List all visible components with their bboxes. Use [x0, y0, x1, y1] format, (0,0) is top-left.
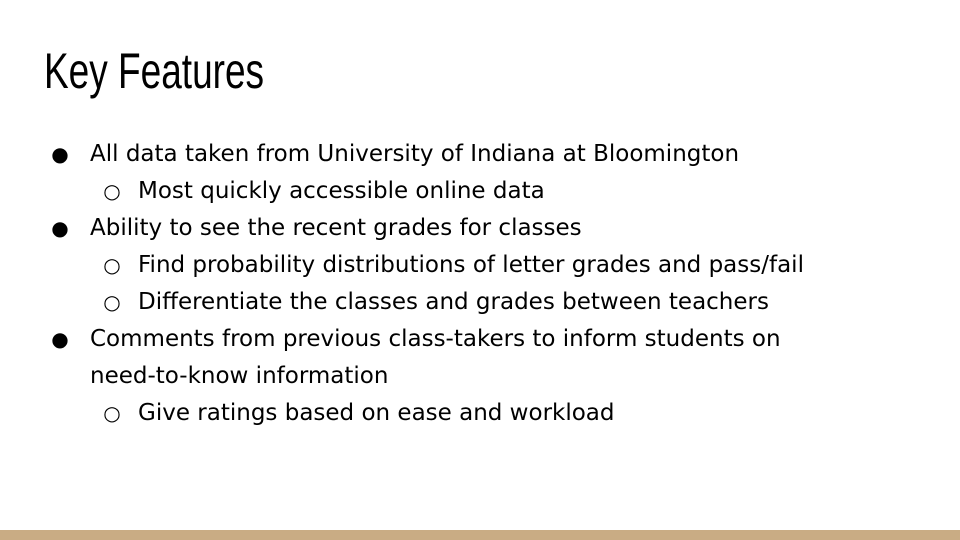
bullet-text: Comments from previous class-takers to inform students on need-to-know information — [90, 326, 781, 389]
sub-bullet-item — [0, 395, 900, 432]
bullet-text: Ability to see the recent grades for classes — [90, 215, 582, 241]
bullet-item — [0, 210, 900, 247]
sub-bullet-marker: ○ — [103, 401, 121, 425]
bullet-marker: ● — [51, 327, 69, 351]
footer-accent-bar — [0, 530, 960, 540]
sub-bullet-text: Most quickly accessible online data — [138, 178, 545, 204]
sub-bullet-marker: ○ — [103, 179, 121, 203]
bullet-list — [0, 136, 900, 432]
bullet-marker: ● — [51, 216, 69, 240]
bullet-item — [0, 321, 900, 395]
sub-bullet-text: Find probability distributions of letter grades and pass/fail — [138, 252, 804, 278]
sub-bullet-item — [0, 284, 900, 321]
slide-title: Key Features — [44, 43, 265, 99]
sub-bullet-text: Differentiate the classes and grades between teachers — [138, 289, 769, 315]
sub-bullet-item — [0, 173, 900, 210]
sub-bullet-item — [0, 247, 900, 284]
sub-bullet-text: Give ratings based on ease and workload — [138, 400, 615, 426]
bullet-marker: ● — [51, 142, 69, 166]
bullet-item — [0, 136, 900, 173]
sub-bullet-marker: ○ — [103, 253, 121, 277]
sub-bullet-marker: ○ — [103, 290, 121, 314]
bullet-text: All data taken from University of Indiana at Bloomington — [90, 141, 740, 167]
